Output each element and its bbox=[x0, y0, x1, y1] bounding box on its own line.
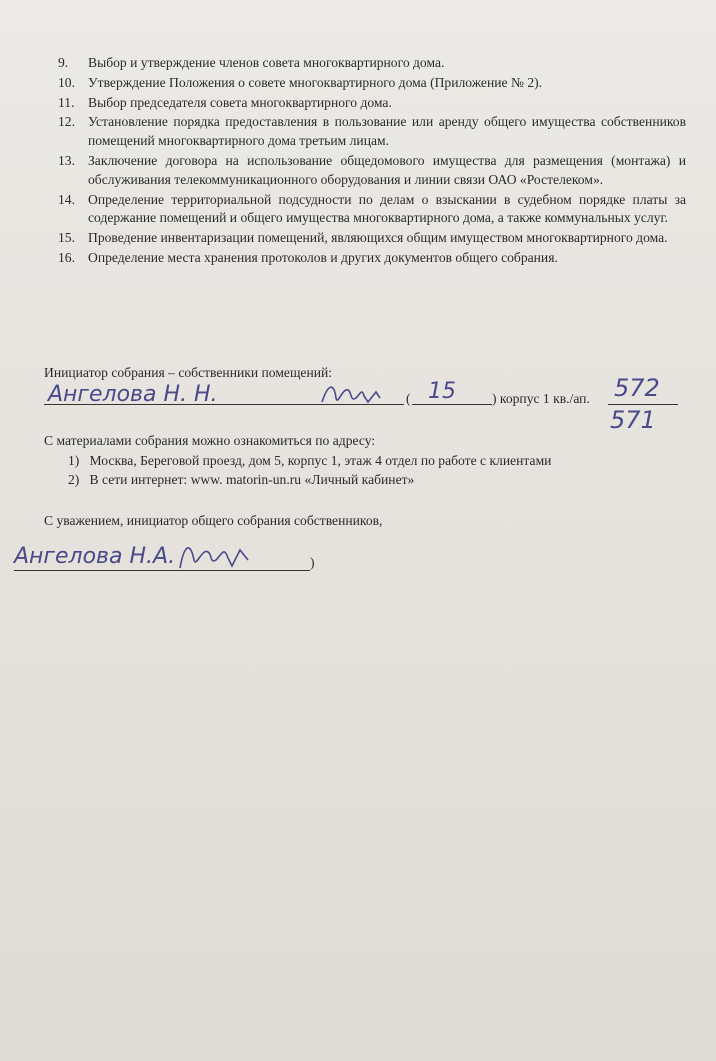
apartment-number-handwritten: 572 bbox=[614, 374, 660, 402]
agenda-item-text: Определение места хранения протоколов и других документов общего собрания. bbox=[88, 249, 558, 265]
agenda-item bbox=[58, 249, 686, 268]
initiator-handwritten-name: Ангелова Н. Н. bbox=[48, 382, 218, 407]
closing-handwritten-name: Ангелова Н.А. bbox=[14, 544, 176, 569]
initiator-name-underline bbox=[44, 404, 404, 405]
agenda-item-text: Выбор и утверждение членов совета многоквартирного дома. bbox=[88, 55, 445, 70]
agenda-item-number: 9. bbox=[58, 55, 69, 70]
agenda-item-number: 13. bbox=[58, 152, 75, 168]
materials-item bbox=[68, 452, 551, 470]
materials-item-text: Москва, Береговой проезд, дом 5, корпус 1, этаж 4 отдел по работе с клиентами bbox=[89, 453, 552, 468]
apartment-underline bbox=[608, 404, 678, 405]
agenda-item-number: 11. bbox=[58, 94, 75, 110]
agenda-item bbox=[58, 54, 686, 73]
closing-close-paren: ) bbox=[310, 555, 315, 570]
closing-text: С уважением, инициатор общего собрания собственников, bbox=[44, 513, 383, 528]
agenda-item-number: 10. bbox=[58, 74, 75, 90]
agenda-item bbox=[58, 152, 686, 190]
agenda-item-number: 15. bbox=[58, 230, 75, 246]
agenda-item-text: Определение территориальной подсудности по делам о взыскании в судебном порядке платы за содержание помещений и общего имущества многоквартирного дома, а также коммунальных услуг. bbox=[88, 191, 686, 226]
agenda-item-text: Проведение инвентаризации помещений, являющихся общим имуществом многоквартирного дома. bbox=[88, 230, 668, 246]
agenda-item bbox=[58, 94, 686, 113]
house-number-handwritten: 15 bbox=[428, 379, 456, 404]
agenda-list bbox=[58, 54, 686, 269]
building-apartment-label: ) корпус 1 кв./ап. bbox=[492, 391, 590, 406]
closing-signature-underline bbox=[14, 570, 310, 571]
materials-title: С материалами собрания можно ознакомиться по адресу: bbox=[44, 433, 376, 448]
initiator-signature-icon bbox=[318, 378, 384, 410]
apartment-number-handwritten-2: 571 bbox=[610, 406, 656, 434]
materials-item-text: В сети интернет: www. matorin-un.ru «Личный кабинет» bbox=[89, 472, 415, 487]
agenda-item-number: 12. bbox=[58, 114, 75, 130]
materials-item-number: 2) bbox=[68, 472, 80, 487]
agenda-item-number: 14. bbox=[58, 191, 75, 207]
agenda-item bbox=[58, 229, 686, 248]
materials-item bbox=[68, 471, 414, 489]
initiator-label: Инициатор собрания – собственники помещений: bbox=[44, 365, 333, 380]
agenda-item bbox=[58, 74, 686, 93]
agenda-item-text: Выбор председателя совета многоквартирного дома. bbox=[88, 94, 392, 110]
house-open-paren: ( bbox=[406, 391, 411, 406]
agenda-item-text: Установление порядка предоставления в пользование или аренду общего имущества собственников помещений многоквартирного дома третьим лицам. bbox=[88, 114, 686, 149]
agenda-item-text: Заключение договора на использование общедомового имущества для размещения (монтажа) и обслуживания телекоммуникационного оборудования и линии связи ОАО «Ростелеком». bbox=[88, 152, 686, 187]
agenda-item-number: 16. bbox=[58, 249, 75, 265]
agenda-item-text: Утверждение Положения о совете многоквартирного дома (Приложение № 2). bbox=[88, 74, 543, 90]
materials-item-number: 1) bbox=[68, 453, 80, 468]
agenda-item bbox=[58, 113, 686, 151]
house-number-underline bbox=[412, 404, 492, 405]
closing-signature-icon bbox=[176, 538, 256, 574]
agenda-item bbox=[58, 191, 686, 229]
